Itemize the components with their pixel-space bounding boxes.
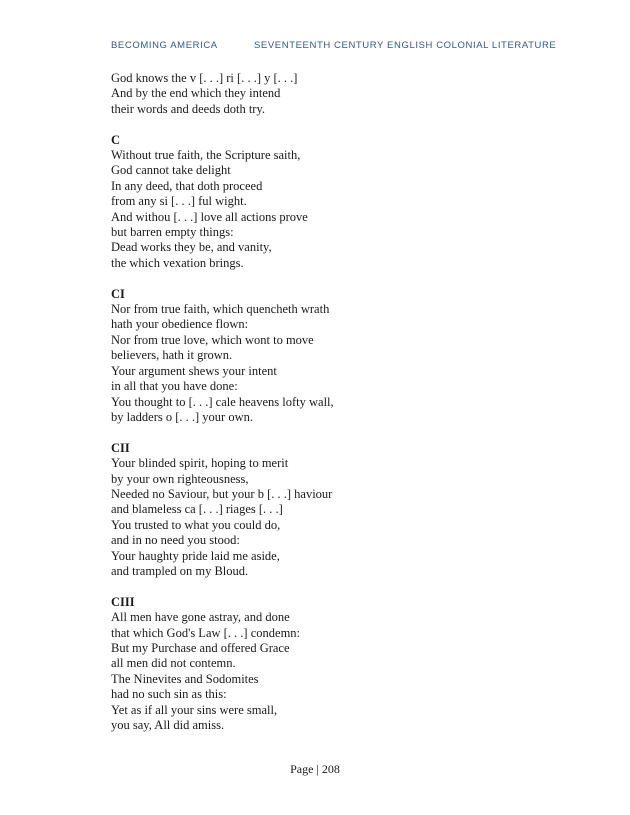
- stanza-c: [111, 133, 531, 272]
- poem-line: had no such sin as this:: [111, 687, 227, 702]
- poem-line: And by the end which they intend: [111, 86, 281, 101]
- chapter-title: SEVENTEENTH CENTURY ENGLISH COLONIAL LITERATURE: [254, 40, 557, 51]
- poem-line: Yet as if all your sins were small,: [111, 702, 278, 717]
- poem-line: Dead works they be, and vanity,: [111, 240, 272, 255]
- stanza-number: CI: [111, 286, 125, 301]
- stanza-number: CII: [111, 440, 130, 455]
- poem-line: Without true faith, the Scripture saith,: [111, 148, 301, 163]
- poem-line: All men have gone astray, and done: [111, 610, 290, 625]
- poem-line: that which God's Law [. . .] condemn:: [111, 625, 301, 640]
- stanza-cii: [111, 441, 531, 580]
- poem-line: Your blinded spirit, hoping to merit: [111, 456, 289, 471]
- poem-line: and blameless ca [. . .] riages [. . .]: [111, 502, 283, 517]
- poem-line: And withou [. . .] love all actions prove: [111, 209, 308, 224]
- book-title: BECOMING AMERICA: [111, 40, 218, 51]
- poem-line: hath your obedience flown:: [111, 317, 249, 332]
- poem-line: God cannot take delight: [111, 163, 231, 178]
- stanza-continuation: [111, 71, 531, 117]
- poem-line: by your own righteousness,: [111, 471, 249, 486]
- poem-line: God knows the v [. . .] ri [. . .] y [. . .]: [111, 71, 298, 85]
- page-number: Page | 208: [290, 762, 340, 776]
- poem-line: by ladders o [. . .] your own.: [111, 409, 253, 424]
- poem-line: Your argument shews your intent: [111, 363, 277, 378]
- poem-line: in all that you have done:: [111, 379, 238, 394]
- poem-line: But my Purchase and offered Grace: [111, 640, 290, 655]
- poem-body: [111, 71, 531, 749]
- poem-line: all men did not contemn.: [111, 656, 236, 671]
- poem-line: In any deed, that doth proceed: [111, 178, 263, 193]
- poem-line: Nor from true love, which wont to move: [111, 332, 314, 347]
- stanza-number: C: [111, 132, 121, 147]
- poem-line: The Ninevites and Sodomites: [111, 671, 259, 686]
- poem-line: You thought to [. . .] cale heavens lofty wall,: [111, 394, 334, 409]
- poem-line: Nor from true faith, which quencheth wrath: [111, 302, 330, 317]
- poem-line: and trampled on my Bloud.: [111, 563, 249, 578]
- stanza-number: CIII: [111, 594, 135, 609]
- stanza-ci: [111, 287, 531, 426]
- poem-line: Your haughty pride laid me aside,: [111, 548, 280, 563]
- poem-line: the which vexation brings.: [111, 255, 244, 270]
- poem-line: their words and deeds doth try.: [111, 101, 266, 116]
- poem-line: but barren empty things:: [111, 225, 234, 240]
- poem-line: believers, hath it grown.: [111, 348, 233, 363]
- poem-line: You trusted to what you could do,: [111, 517, 281, 532]
- poem-line: from any si [. . .] ful wight.: [111, 194, 247, 209]
- poem-line: Needed no Saviour, but your b [. . .] haviour: [111, 486, 333, 501]
- page-footer: [0, 762, 630, 777]
- stanza-ciii: [111, 595, 531, 734]
- poem-line: and in no need you stood:: [111, 533, 240, 548]
- poem-line: you say, All did amiss.: [111, 718, 225, 732]
